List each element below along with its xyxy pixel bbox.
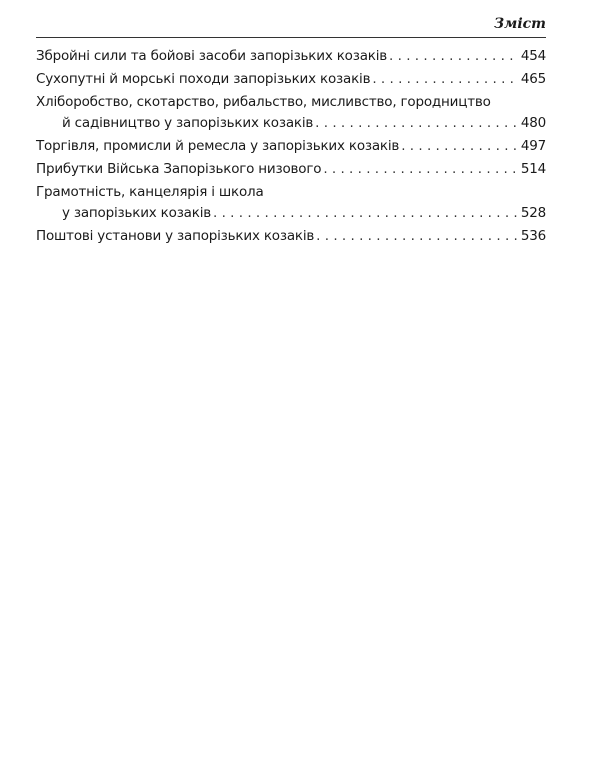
toc-entry-line: [36, 159, 546, 180]
toc-entry[interactable]: [36, 182, 546, 224]
toc-entry-line: [36, 203, 546, 224]
table-of-contents: [36, 46, 546, 249]
toc-entry-title: Поштові установи у запорізьких козаків: [36, 228, 315, 244]
toc-entry-page: 514: [520, 161, 546, 177]
toc-entry-title: Прибутки Війська Запорізького низового: [36, 161, 322, 177]
toc-entry-page: 465: [520, 71, 546, 87]
toc-entry[interactable]: [36, 159, 546, 180]
toc-entry-page: 480: [520, 115, 546, 131]
dot-leader: [316, 226, 519, 247]
toc-entry[interactable]: [36, 69, 546, 90]
toc-entry-page: 497: [520, 138, 546, 154]
toc-entry-page: 528: [520, 205, 546, 221]
toc-entry-line: [36, 113, 546, 134]
toc-entry[interactable]: [36, 46, 546, 67]
toc-entry-title: у запорізьких козаків: [62, 205, 212, 221]
toc-entry-title-line: Хліборобство, скотарство, рибальство, мисливство, городництво: [36, 94, 491, 110]
dot-leader: [213, 203, 519, 224]
dot-leader: [389, 46, 519, 67]
toc-entry[interactable]: [36, 136, 546, 157]
toc-entry-page: 536: [520, 228, 546, 244]
toc-entry-title: Збройні сили та бойові засоби запорізьких козаків: [36, 48, 388, 64]
toc-entry-line: [36, 69, 546, 90]
dot-leader: [401, 136, 519, 157]
toc-entry-title: Сухопутні й морські походи запорізьких козаків: [36, 71, 371, 87]
toc-entry-line: [36, 226, 546, 247]
toc-entry-title-line: Грамотність, канцелярія і школа: [36, 184, 264, 200]
toc-entry[interactable]: [36, 226, 546, 247]
dot-leader: [372, 69, 519, 90]
toc-entry[interactable]: [36, 92, 546, 134]
toc-entry-title: й садівництво у запорізьких козаків: [62, 115, 314, 131]
dot-leader: [323, 159, 519, 180]
toc-entry-title: Торгівля, промисли й ремесла у запорізьких козаків: [36, 138, 400, 154]
dot-leader: [315, 113, 519, 134]
toc-entry-line: [36, 46, 546, 67]
running-head-title: Зміст: [493, 16, 546, 32]
running-head: [36, 14, 546, 38]
toc-entry-line: [36, 136, 546, 157]
toc-entry-page: 454: [520, 48, 546, 64]
